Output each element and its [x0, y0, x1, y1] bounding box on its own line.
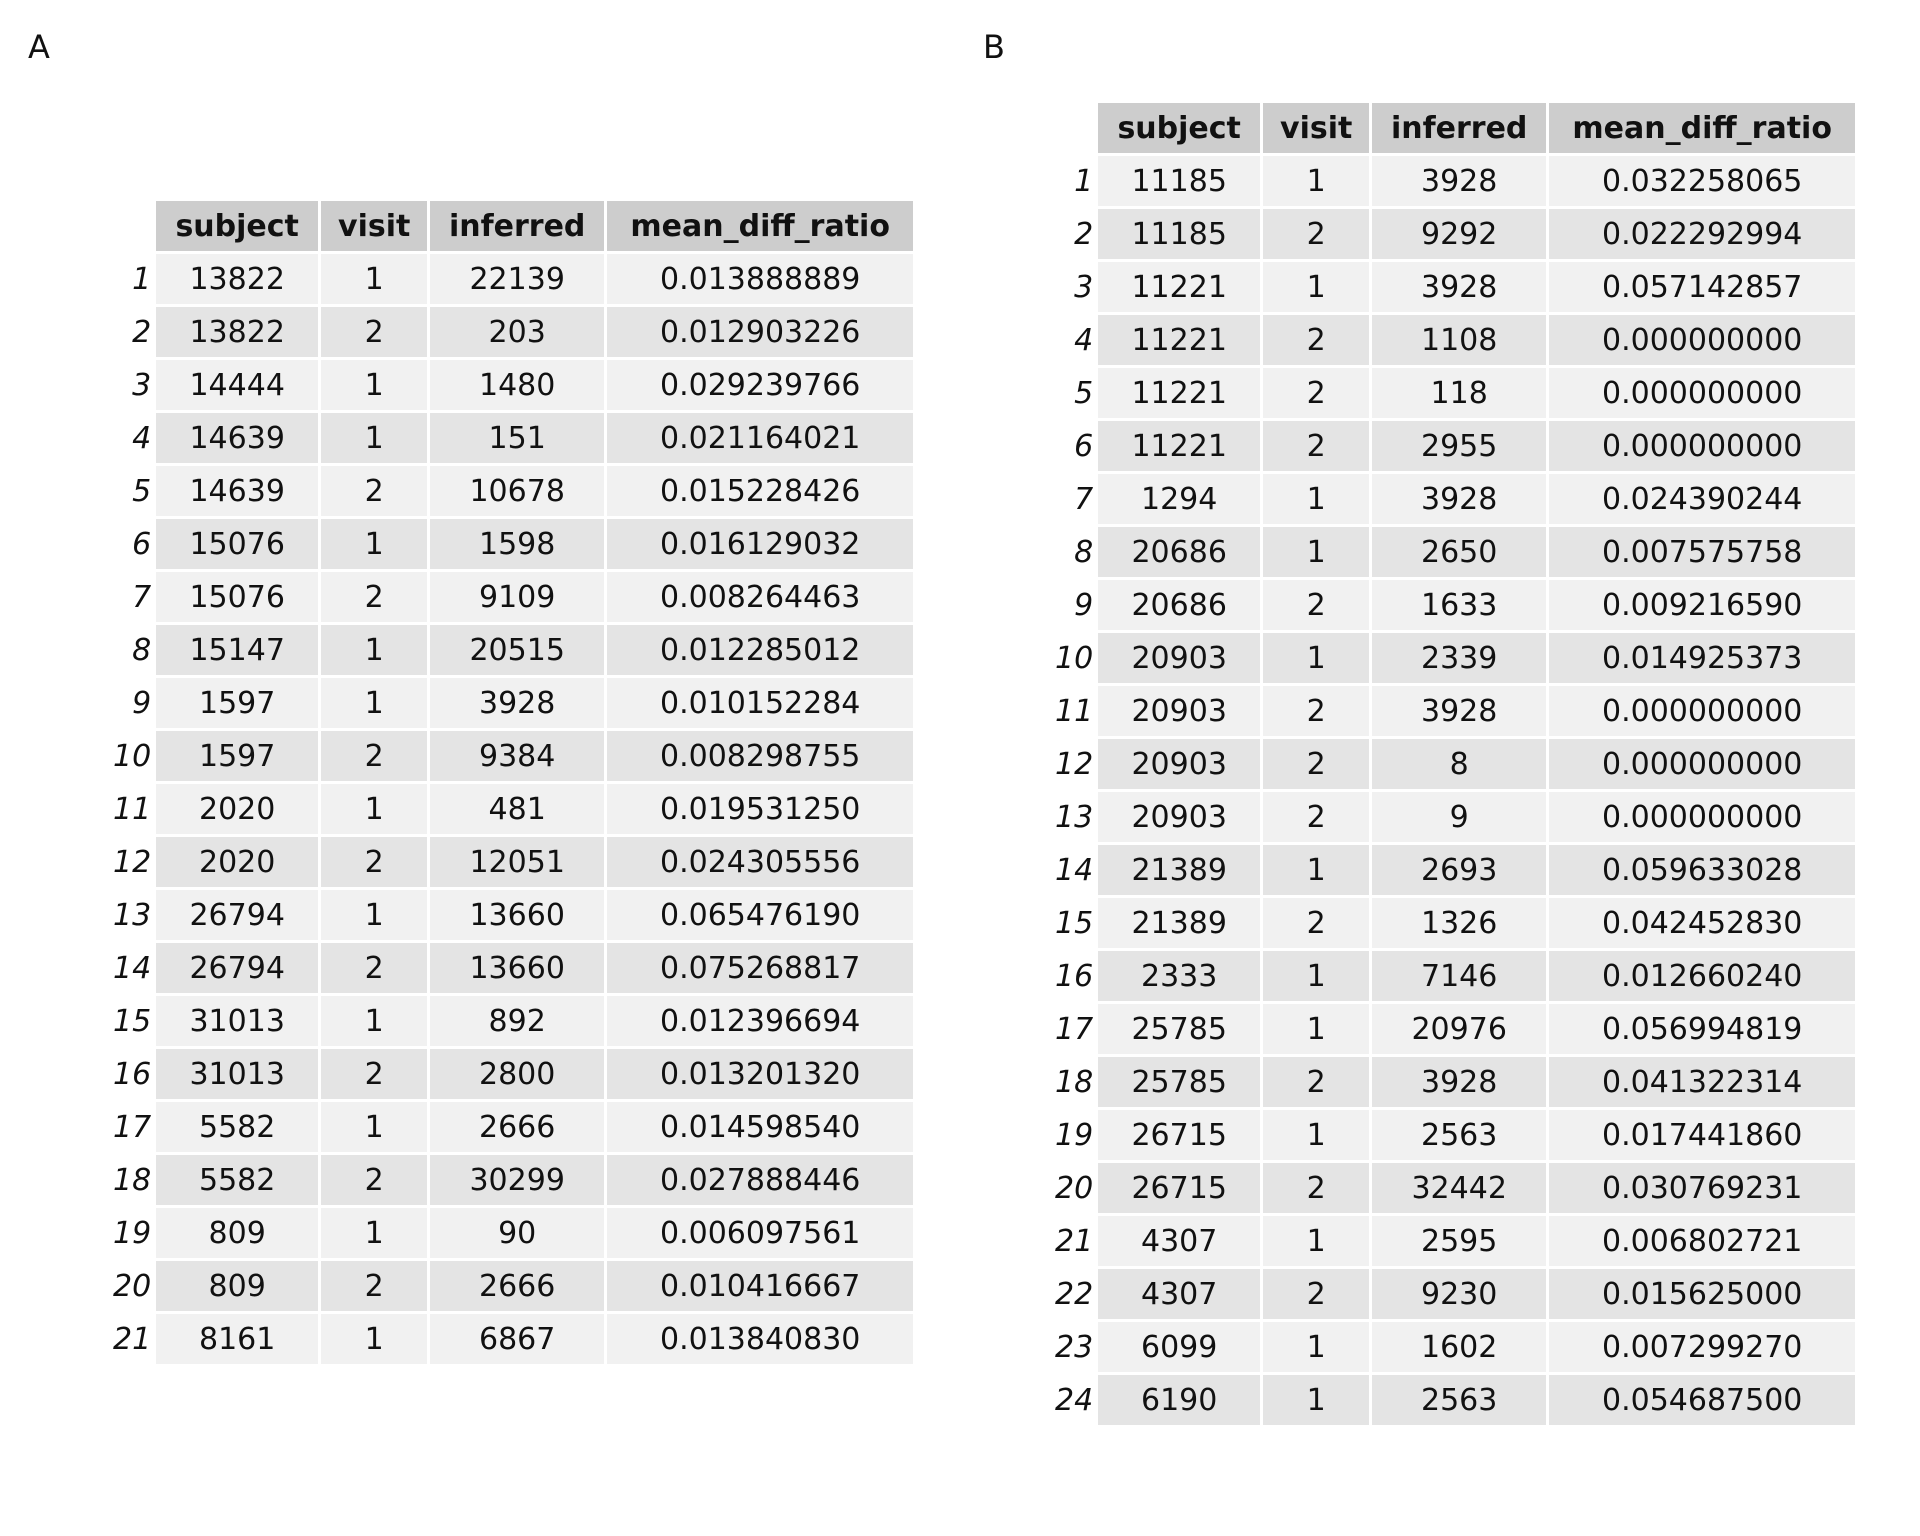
cell-mean-diff-ratio: 0.041322314 — [1549, 1057, 1855, 1107]
row-number: 17 — [113, 1109, 152, 1145]
row-number: 7 — [132, 579, 152, 615]
row-number: 20 — [113, 1268, 152, 1304]
table-row — [1055, 527, 1855, 577]
cell-visit: 1 — [1263, 474, 1369, 524]
cell-subject: 2333 — [1098, 951, 1260, 1001]
cell-inferred: 151 — [430, 413, 604, 463]
row-number: 4 — [132, 420, 152, 456]
table-row — [113, 307, 913, 357]
cell-subject: 5582 — [156, 1102, 318, 1152]
cell-inferred: 9384 — [430, 731, 604, 781]
table-header-row — [1055, 103, 1855, 153]
cell-subject: 809 — [156, 1261, 318, 1311]
row-number: 3 — [1074, 269, 1094, 305]
cell-visit: 2 — [1263, 686, 1369, 736]
cell-subject: 11221 — [1098, 421, 1260, 471]
cell-subject: 11221 — [1098, 315, 1260, 365]
cell-visit: 1 — [1263, 951, 1369, 1001]
table-row — [1055, 1110, 1855, 1160]
row-number: 20 — [1055, 1170, 1094, 1206]
table-row — [113, 625, 913, 675]
row-number: 15 — [113, 1003, 152, 1039]
row-number: 6 — [1074, 428, 1094, 464]
table-header-row — [113, 201, 913, 251]
table-row — [1055, 1163, 1855, 1213]
cell-inferred: 13660 — [430, 943, 604, 993]
table-row — [1055, 368, 1855, 418]
cell-subject: 15076 — [156, 572, 318, 622]
row-number: 9 — [1074, 587, 1094, 623]
table-row — [1055, 739, 1855, 789]
cell-visit: 2 — [321, 731, 427, 781]
cell-inferred: 3928 — [1372, 262, 1546, 312]
cell-visit: 2 — [321, 837, 427, 887]
cell-mean-diff-ratio: 0.024390244 — [1549, 474, 1855, 524]
cell-visit: 2 — [1263, 315, 1369, 365]
cell-visit: 1 — [321, 360, 427, 410]
cell-inferred: 2666 — [430, 1102, 604, 1152]
cell-mean-diff-ratio: 0.010152284 — [607, 678, 913, 728]
table-row — [1055, 315, 1855, 365]
cell-visit: 1 — [1263, 262, 1369, 312]
cell-subject: 20686 — [1098, 527, 1260, 577]
cell-mean-diff-ratio: 0.057142857 — [1549, 262, 1855, 312]
header-inferred: inferred — [430, 201, 604, 251]
cell-visit: 2 — [321, 307, 427, 357]
cell-subject: 6190 — [1098, 1375, 1260, 1425]
row-number: 8 — [1074, 534, 1094, 570]
row-number: 12 — [1055, 746, 1094, 782]
row-number: 4 — [1074, 322, 1094, 358]
table-row — [1055, 898, 1855, 948]
cell-inferred: 30299 — [430, 1155, 604, 1205]
table-row — [113, 1102, 913, 1152]
cell-mean-diff-ratio: 0.007299270 — [1549, 1322, 1855, 1372]
row-number: 12 — [113, 844, 152, 880]
row-number: 14 — [1055, 852, 1094, 888]
cell-inferred: 13660 — [430, 890, 604, 940]
cell-inferred: 1326 — [1372, 898, 1546, 948]
row-number: 16 — [1055, 958, 1094, 994]
cell-visit: 1 — [321, 413, 427, 463]
cell-inferred: 3928 — [1372, 474, 1546, 524]
cell-mean-diff-ratio: 0.000000000 — [1549, 368, 1855, 418]
table-row — [1055, 580, 1855, 630]
cell-visit: 1 — [321, 625, 427, 675]
cell-visit: 2 — [1263, 898, 1369, 948]
table-row — [113, 678, 913, 728]
row-number: 11 — [113, 791, 152, 827]
cell-mean-diff-ratio: 0.065476190 — [607, 890, 913, 940]
row-number: 23 — [1055, 1329, 1094, 1365]
cell-visit: 1 — [321, 519, 427, 569]
cell-inferred: 1598 — [430, 519, 604, 569]
table-row — [113, 1208, 913, 1258]
cell-mean-diff-ratio: 0.012285012 — [607, 625, 913, 675]
cell-mean-diff-ratio: 0.024305556 — [607, 837, 913, 887]
table-row — [1055, 156, 1855, 206]
cell-inferred: 1633 — [1372, 580, 1546, 630]
cell-subject: 2020 — [156, 784, 318, 834]
row-number: 22 — [1055, 1276, 1094, 1312]
cell-inferred: 2693 — [1372, 845, 1546, 895]
cell-mean-diff-ratio: 0.013201320 — [607, 1049, 913, 1099]
cell-mean-diff-ratio: 0.009216590 — [1549, 580, 1855, 630]
cell-mean-diff-ratio: 0.013840830 — [607, 1314, 913, 1364]
row-number: 16 — [113, 1056, 152, 1092]
cell-visit: 2 — [1263, 1163, 1369, 1213]
cell-mean-diff-ratio: 0.029239766 — [607, 360, 913, 410]
header-mean-diff-ratio: mean_diff_ratio — [1549, 103, 1855, 153]
cell-mean-diff-ratio: 0.008298755 — [607, 731, 913, 781]
cell-mean-diff-ratio: 0.007575758 — [1549, 527, 1855, 577]
cell-inferred: 9 — [1372, 792, 1546, 842]
table-row — [113, 466, 913, 516]
cell-inferred: 2650 — [1372, 527, 1546, 577]
cell-mean-diff-ratio: 0.010416667 — [607, 1261, 913, 1311]
cell-inferred: 1602 — [1372, 1322, 1546, 1372]
table-row — [113, 413, 913, 463]
cell-inferred: 2666 — [430, 1261, 604, 1311]
cell-mean-diff-ratio: 0.021164021 — [607, 413, 913, 463]
table-row — [1055, 209, 1855, 259]
cell-mean-diff-ratio: 0.000000000 — [1549, 315, 1855, 365]
table-row — [113, 360, 913, 410]
cell-mean-diff-ratio: 0.012396694 — [607, 996, 913, 1046]
cell-inferred: 1108 — [1372, 315, 1546, 365]
cell-mean-diff-ratio: 0.022292994 — [1549, 209, 1855, 259]
cell-subject: 20903 — [1098, 792, 1260, 842]
cell-subject: 6099 — [1098, 1322, 1260, 1372]
cell-mean-diff-ratio: 0.075268817 — [607, 943, 913, 993]
header-subject: subject — [156, 201, 318, 251]
table-row — [1055, 633, 1855, 683]
cell-visit: 2 — [1263, 368, 1369, 418]
panel-label-a: A — [28, 28, 50, 66]
cell-visit: 2 — [1263, 1057, 1369, 1107]
table-row — [113, 996, 913, 1046]
cell-mean-diff-ratio: 0.014598540 — [607, 1102, 913, 1152]
cell-visit: 1 — [321, 890, 427, 940]
row-number: 10 — [113, 738, 152, 774]
cell-subject: 11185 — [1098, 209, 1260, 259]
cell-mean-diff-ratio: 0.016129032 — [607, 519, 913, 569]
table-row — [1055, 474, 1855, 524]
cell-mean-diff-ratio: 0.015625000 — [1549, 1269, 1855, 1319]
cell-inferred: 2563 — [1372, 1375, 1546, 1425]
cell-subject: 13822 — [156, 254, 318, 304]
table-row — [1055, 262, 1855, 312]
cell-inferred: 118 — [1372, 368, 1546, 418]
cell-inferred: 892 — [430, 996, 604, 1046]
cell-subject: 20903 — [1098, 739, 1260, 789]
table-a — [110, 198, 916, 1367]
cell-mean-diff-ratio: 0.000000000 — [1549, 686, 1855, 736]
cell-subject: 26794 — [156, 890, 318, 940]
cell-visit: 1 — [321, 996, 427, 1046]
header-visit: visit — [321, 201, 427, 251]
table-row — [113, 1049, 913, 1099]
row-number: 15 — [1055, 905, 1094, 941]
cell-visit: 2 — [321, 1261, 427, 1311]
table-row — [113, 784, 913, 834]
cell-visit: 2 — [321, 466, 427, 516]
cell-subject: 31013 — [156, 1049, 318, 1099]
table-row — [113, 1314, 913, 1364]
cell-mean-diff-ratio: 0.000000000 — [1549, 739, 1855, 789]
row-number: 6 — [132, 526, 152, 562]
cell-subject: 26715 — [1098, 1110, 1260, 1160]
cell-subject: 8161 — [156, 1314, 318, 1364]
cell-subject: 11221 — [1098, 368, 1260, 418]
row-number: 18 — [113, 1162, 152, 1198]
row-number: 21 — [1055, 1223, 1094, 1259]
cell-inferred: 90 — [430, 1208, 604, 1258]
table-row — [113, 731, 913, 781]
cell-inferred: 2563 — [1372, 1110, 1546, 1160]
row-number: 19 — [113, 1215, 152, 1251]
cell-subject: 15147 — [156, 625, 318, 675]
table-row — [1055, 1269, 1855, 1319]
cell-subject: 15076 — [156, 519, 318, 569]
row-number: 7 — [1074, 481, 1094, 517]
cell-inferred: 20515 — [430, 625, 604, 675]
cell-mean-diff-ratio: 0.030769231 — [1549, 1163, 1855, 1213]
row-number: 11 — [1055, 693, 1094, 729]
cell-subject: 20686 — [1098, 580, 1260, 630]
row-number: 2 — [132, 314, 152, 350]
cell-inferred: 22139 — [430, 254, 604, 304]
cell-visit: 1 — [1263, 1110, 1369, 1160]
table-row — [113, 1261, 913, 1311]
cell-visit: 1 — [1263, 633, 1369, 683]
table-row — [113, 1155, 913, 1205]
table-row — [113, 519, 913, 569]
cell-subject: 25785 — [1098, 1004, 1260, 1054]
cell-inferred: 203 — [430, 307, 604, 357]
row-number: 5 — [1074, 375, 1094, 411]
row-number: 3 — [132, 367, 152, 403]
cell-inferred: 20976 — [1372, 1004, 1546, 1054]
cell-visit: 1 — [1263, 1004, 1369, 1054]
row-number: 21 — [113, 1321, 152, 1357]
cell-visit: 2 — [1263, 1269, 1369, 1319]
cell-inferred: 3928 — [430, 678, 604, 728]
cell-mean-diff-ratio: 0.032258065 — [1549, 156, 1855, 206]
cell-inferred: 3928 — [1372, 156, 1546, 206]
table-row — [1055, 1375, 1855, 1425]
row-number: 1 — [132, 261, 152, 297]
cell-subject: 1597 — [156, 731, 318, 781]
cell-subject: 1294 — [1098, 474, 1260, 524]
cell-subject: 1597 — [156, 678, 318, 728]
table-row — [1055, 1004, 1855, 1054]
row-number: 5 — [132, 473, 152, 509]
row-number: 24 — [1055, 1382, 1094, 1418]
cell-subject: 14639 — [156, 466, 318, 516]
cell-inferred: 7146 — [1372, 951, 1546, 1001]
header-visit: visit — [1263, 103, 1369, 153]
table-row — [113, 254, 913, 304]
table-row — [1055, 1322, 1855, 1372]
table-row — [113, 572, 913, 622]
header-corner — [1055, 103, 1095, 153]
cell-subject: 5582 — [156, 1155, 318, 1205]
table-row — [113, 943, 913, 993]
cell-inferred: 2339 — [1372, 633, 1546, 683]
cell-inferred: 2955 — [1372, 421, 1546, 471]
cell-mean-diff-ratio: 0.014925373 — [1549, 633, 1855, 683]
cell-mean-diff-ratio: 0.017441860 — [1549, 1110, 1855, 1160]
header-corner — [113, 201, 153, 251]
table-row — [113, 837, 913, 887]
cell-subject: 20903 — [1098, 633, 1260, 683]
cell-inferred: 481 — [430, 784, 604, 834]
table-row — [1055, 951, 1855, 1001]
cell-mean-diff-ratio: 0.008264463 — [607, 572, 913, 622]
cell-inferred: 8 — [1372, 739, 1546, 789]
row-number: 17 — [1055, 1011, 1094, 1047]
cell-subject: 4307 — [1098, 1269, 1260, 1319]
row-number: 13 — [113, 897, 152, 933]
cell-subject: 25785 — [1098, 1057, 1260, 1107]
cell-mean-diff-ratio: 0.019531250 — [607, 784, 913, 834]
cell-subject: 13822 — [156, 307, 318, 357]
cell-visit: 2 — [321, 1155, 427, 1205]
row-number: 1 — [1074, 163, 1094, 199]
cell-mean-diff-ratio: 0.012660240 — [1549, 951, 1855, 1001]
cell-subject: 20903 — [1098, 686, 1260, 736]
cell-visit: 2 — [1263, 580, 1369, 630]
panel-label-b: B — [983, 28, 1005, 66]
cell-visit: 1 — [1263, 156, 1369, 206]
cell-visit: 2 — [321, 572, 427, 622]
cell-mean-diff-ratio: 0.012903226 — [607, 307, 913, 357]
cell-mean-diff-ratio: 0.042452830 — [1549, 898, 1855, 948]
cell-inferred: 2595 — [1372, 1216, 1546, 1266]
cell-inferred: 2800 — [430, 1049, 604, 1099]
header-inferred: inferred — [1372, 103, 1546, 153]
table-row — [1055, 792, 1855, 842]
cell-subject: 31013 — [156, 996, 318, 1046]
cell-subject: 809 — [156, 1208, 318, 1258]
cell-mean-diff-ratio: 0.056994819 — [1549, 1004, 1855, 1054]
cell-inferred: 32442 — [1372, 1163, 1546, 1213]
cell-subject: 26715 — [1098, 1163, 1260, 1213]
cell-inferred: 9292 — [1372, 209, 1546, 259]
cell-visit: 1 — [321, 254, 427, 304]
cell-visit: 2 — [1263, 739, 1369, 789]
cell-subject: 11185 — [1098, 156, 1260, 206]
cell-visit: 2 — [1263, 792, 1369, 842]
table-row — [1055, 1216, 1855, 1266]
cell-visit: 1 — [321, 784, 427, 834]
cell-visit: 1 — [1263, 845, 1369, 895]
cell-visit: 1 — [321, 678, 427, 728]
cell-inferred: 3928 — [1372, 686, 1546, 736]
cell-mean-diff-ratio: 0.054687500 — [1549, 1375, 1855, 1425]
cell-visit: 1 — [321, 1314, 427, 1364]
table-row — [1055, 421, 1855, 471]
cell-visit: 1 — [1263, 1375, 1369, 1425]
cell-inferred: 9230 — [1372, 1269, 1546, 1319]
table-row — [113, 890, 913, 940]
row-number: 13 — [1055, 799, 1094, 835]
cell-mean-diff-ratio: 0.006802721 — [1549, 1216, 1855, 1266]
cell-inferred: 6867 — [430, 1314, 604, 1364]
table-row — [1055, 1057, 1855, 1107]
cell-inferred: 3928 — [1372, 1057, 1546, 1107]
cell-visit: 2 — [1263, 209, 1369, 259]
row-number: 18 — [1055, 1064, 1094, 1100]
cell-visit: 2 — [1263, 421, 1369, 471]
cell-subject: 4307 — [1098, 1216, 1260, 1266]
row-number: 14 — [113, 950, 152, 986]
cell-inferred: 12051 — [430, 837, 604, 887]
cell-subject: 14639 — [156, 413, 318, 463]
row-number: 2 — [1074, 216, 1094, 252]
cell-subject: 11221 — [1098, 262, 1260, 312]
cell-mean-diff-ratio: 0.006097561 — [607, 1208, 913, 1258]
cell-visit: 1 — [321, 1102, 427, 1152]
cell-visit: 2 — [321, 943, 427, 993]
table-row — [1055, 845, 1855, 895]
cell-subject: 2020 — [156, 837, 318, 887]
cell-mean-diff-ratio: 0.013888889 — [607, 254, 913, 304]
cell-mean-diff-ratio: 0.015228426 — [607, 466, 913, 516]
cell-subject: 21389 — [1098, 845, 1260, 895]
row-number: 19 — [1055, 1117, 1094, 1153]
row-number: 10 — [1055, 640, 1094, 676]
header-subject: subject — [1098, 103, 1260, 153]
header-mean-diff-ratio: mean_diff_ratio — [607, 201, 913, 251]
cell-visit: 2 — [321, 1049, 427, 1099]
row-number: 8 — [132, 632, 152, 668]
cell-inferred: 10678 — [430, 466, 604, 516]
cell-visit: 1 — [1263, 527, 1369, 577]
table-row — [1055, 686, 1855, 736]
cell-inferred: 1480 — [430, 360, 604, 410]
cell-mean-diff-ratio: 0.000000000 — [1549, 792, 1855, 842]
table-b — [1052, 100, 1858, 1428]
cell-visit: 1 — [1263, 1322, 1369, 1372]
cell-visit: 1 — [321, 1208, 427, 1258]
cell-visit: 1 — [1263, 1216, 1369, 1266]
cell-mean-diff-ratio: 0.059633028 — [1549, 845, 1855, 895]
cell-mean-diff-ratio: 0.000000000 — [1549, 421, 1855, 471]
cell-subject: 26794 — [156, 943, 318, 993]
row-number: 9 — [132, 685, 152, 721]
cell-subject: 14444 — [156, 360, 318, 410]
cell-inferred: 9109 — [430, 572, 604, 622]
cell-subject: 21389 — [1098, 898, 1260, 948]
cell-mean-diff-ratio: 0.027888446 — [607, 1155, 913, 1205]
